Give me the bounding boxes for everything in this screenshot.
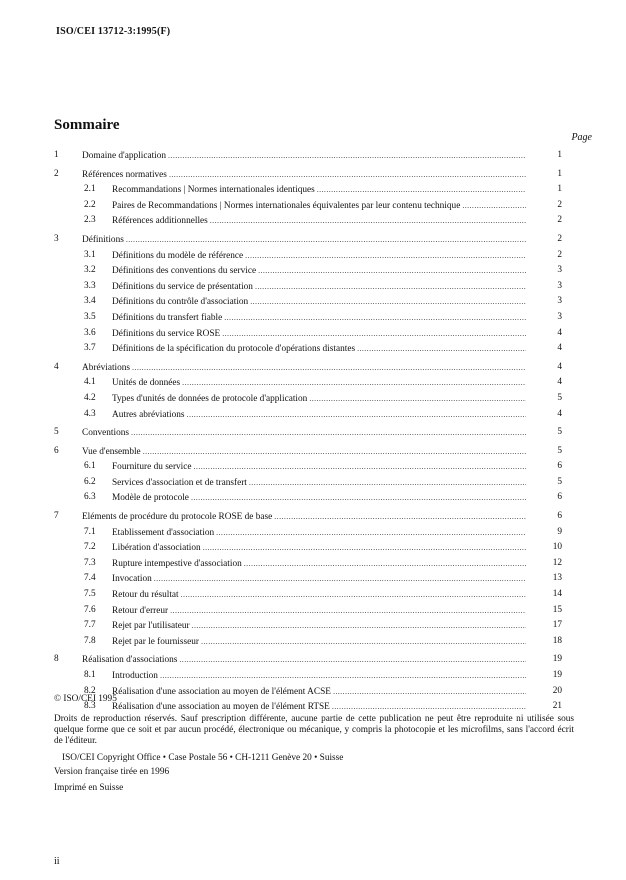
toc-entry-page: 14	[552, 589, 562, 600]
toc-entry-title-line	[82, 652, 526, 669]
dot-leader	[191, 490, 526, 507]
toc-entry-title-line	[112, 375, 526, 392]
toc-entry-number: 6.3	[84, 492, 96, 503]
toc-entry-number: 3.4	[84, 296, 96, 307]
footer	[54, 694, 574, 793]
toc-entry-title-line	[112, 279, 526, 296]
toc-entry-title: Réalisation d'une association au moyen de l'élément ACSE	[112, 686, 331, 697]
dot-leader	[249, 475, 526, 492]
toc-entry-title: Autres abréviations	[112, 409, 185, 420]
toc-entry-page: 20	[552, 685, 562, 696]
toc-entry	[0, 618, 626, 634]
toc-entry-number: 2.2	[84, 199, 96, 210]
toc-entry-title-line	[112, 182, 526, 199]
toc-entry-title-line	[112, 198, 526, 215]
toc-entry	[0, 459, 626, 475]
toc-entry-title: Eléments de procédure du protocole ROSE de base	[82, 512, 273, 523]
dot-leader	[309, 391, 526, 408]
toc-entry-number: 3	[54, 233, 59, 244]
toc-entry-page: 1	[557, 168, 562, 179]
toc-entry-title-line	[112, 603, 526, 620]
toc-entry-page: 17	[552, 620, 562, 631]
dot-leader	[216, 525, 526, 542]
toc-entry	[0, 279, 626, 295]
toc-entry-number: 3.7	[84, 343, 96, 354]
dot-leader	[170, 603, 526, 620]
toc-entry-page: 19	[552, 654, 562, 665]
toc-entry-number: 4.1	[84, 377, 96, 388]
toc-entry-number: 7.5	[84, 589, 96, 600]
toc-entry-title-line	[112, 668, 526, 685]
toc-entry-number: 2.1	[84, 184, 96, 195]
toc-entry-title: Réalisation d'associations	[82, 655, 178, 666]
toc-entry	[0, 310, 626, 326]
dot-leader	[357, 341, 526, 358]
toc-entry-page: 2	[557, 215, 562, 226]
toc-entry-number: 7.8	[84, 635, 96, 646]
toc-entry-title: Réalisation d'une association au moyen de l'élément RTSE	[112, 702, 330, 713]
toc-entry-title: Rupture intempestive d'association	[112, 558, 242, 569]
dot-leader	[168, 148, 526, 165]
toc-entry-title: Définitions	[82, 234, 124, 245]
toc-entry-title-line	[112, 310, 526, 327]
toc-entry-page: 21	[552, 701, 562, 712]
dot-leader	[181, 587, 526, 604]
toc-entry-title: Rejet par l'utilisateur	[112, 621, 190, 632]
toc-entry-title: Références normatives	[82, 169, 167, 180]
toc-entry-title-line	[112, 213, 526, 230]
toc-entry	[0, 571, 626, 587]
toc-entry-title: Définitions du contrôle d'association	[112, 297, 249, 308]
page-title: Sommaire	[54, 117, 120, 133]
toc-entry-number: 1	[54, 150, 59, 160]
toc-entry-number: 5	[54, 427, 59, 438]
page-folio: ii	[54, 856, 60, 867]
toc-entry-title: Domaine d'application	[82, 151, 167, 161]
dot-leader	[224, 310, 526, 327]
table-of-contents	[0, 148, 626, 715]
toc-entry	[0, 668, 626, 684]
toc-entry-page: 5	[557, 392, 562, 403]
toc-entry-page: 18	[552, 635, 562, 646]
toc-entry-number: 7.7	[84, 620, 96, 631]
toc-entry-title-line	[112, 263, 526, 280]
toc-entry-title-line	[82, 360, 526, 377]
toc-entry	[0, 525, 626, 541]
toc-entry-title: Abréviations	[82, 362, 131, 373]
toc-entry-page: 3	[557, 296, 562, 307]
toc-entry-title: Définitions du modèle de référence	[112, 250, 244, 261]
copyright-office-address: ISO/CEI Copyright Office • Case Postale 56 • CH-1211 Genève 20 • Suisse	[62, 753, 344, 763]
toc-entry-page: 4	[557, 343, 562, 354]
toc-entry-number: 3.6	[84, 327, 96, 338]
toc-entry	[0, 248, 626, 264]
toc-entry-title-line	[112, 391, 526, 408]
toc-entry-page: 5	[557, 445, 562, 456]
toc-entry	[0, 490, 626, 506]
dot-leader	[143, 444, 526, 461]
toc-entry-number: 4	[54, 361, 59, 372]
toc-entry	[0, 540, 626, 556]
toc-entry-title-line	[112, 540, 526, 557]
toc-entry-page: 5	[557, 476, 562, 487]
dot-leader	[255, 279, 526, 296]
toc-entry-number: 8.2	[84, 685, 96, 696]
toc-entry-number: 6	[54, 445, 59, 456]
toc-entry	[0, 375, 626, 391]
toc-entry-number: 7.6	[84, 604, 96, 615]
dot-leader	[194, 459, 526, 476]
dot-leader	[169, 167, 526, 184]
toc-entry	[0, 148, 626, 164]
dot-leader	[192, 618, 526, 635]
toc-entry-title: Services d'association et de transfert	[112, 477, 247, 488]
toc-entry	[0, 475, 626, 491]
toc-entry	[0, 509, 626, 525]
dot-leader	[462, 198, 526, 215]
toc-entry-page: 19	[552, 670, 562, 680]
toc-entry	[0, 213, 626, 229]
dot-leader	[222, 326, 526, 343]
dot-leader	[154, 571, 526, 588]
dot-leader	[126, 232, 526, 249]
rights-statement: Droits de reproduction réservés. Sauf prescription différente, aucune partie de cette publication ne peut être reproduite ni utilisée sous quelque forme que ce soit et par aucun procédé, électronique ou mécanique, y compris la photocopie et les microfilms, sans l'accord écrit de l'éditeur.	[54, 714, 574, 746]
toc-entry-page: 3	[557, 265, 562, 276]
toc-entry-page: 2	[557, 249, 562, 260]
toc-entry-title-line	[112, 326, 526, 343]
dot-leader	[244, 556, 526, 573]
toc-entry-number: 2.3	[84, 215, 96, 226]
toc-entry-number: 3.1	[84, 249, 96, 260]
toc-entry-page: 13	[552, 573, 562, 584]
dot-leader	[274, 509, 526, 526]
toc-entry	[0, 603, 626, 619]
toc-entry-page: 1	[557, 150, 562, 160]
toc-entry-page: 1	[557, 184, 562, 195]
toc-entry-title: Unités de données	[112, 378, 181, 389]
toc-entry-number: 6.1	[84, 461, 96, 472]
toc-entry-number: 4.3	[84, 408, 96, 419]
toc-entry	[0, 444, 626, 460]
toc-entry-title: Références additionnelles	[112, 216, 208, 227]
toc-entry-title: Définitions du transfert fiable	[112, 312, 223, 323]
toc-entry-page: 4	[557, 408, 562, 419]
toc-entry-number: 2	[54, 168, 59, 179]
toc-entry	[0, 587, 626, 603]
toc-entry-title: Introduction	[112, 671, 158, 681]
copyright-notice: © ISO/CEI 1995	[54, 694, 117, 704]
toc-entry-title-line	[82, 167, 526, 184]
toc-entry-title-line	[82, 232, 526, 249]
toc-entry-number: 3.2	[84, 265, 96, 276]
toc-entry-number: 7.3	[84, 557, 96, 568]
toc-entry	[0, 360, 626, 376]
toc-entry-title-line	[112, 618, 526, 635]
toc-entry-title-line	[82, 509, 526, 526]
printed-in-note: Imprimé en Suisse	[54, 783, 124, 793]
toc-entry-number: 6.2	[84, 476, 96, 487]
toc-entry-title-line	[82, 425, 526, 442]
toc-entry	[0, 407, 626, 423]
toc-entry	[0, 425, 626, 441]
toc-entry-title-line	[112, 587, 526, 604]
toc-entry-page: 10	[552, 542, 562, 553]
toc-entry-number: 4.2	[84, 392, 96, 403]
toc-entry	[0, 263, 626, 279]
toc-entry-title: Définitions de la spécification du protocole d'opérations distantes	[112, 344, 356, 355]
dot-leader	[250, 294, 526, 311]
toc-entry-title: Etablissement d'association	[112, 527, 215, 538]
toc-entry-title-line	[112, 459, 526, 476]
toc-entry-page: 2	[557, 199, 562, 210]
toc-entry-title: Conventions	[82, 428, 130, 439]
page-column-heading: Page	[571, 132, 592, 143]
toc-entry-title-line	[112, 490, 526, 507]
toc-entry-number: 3.3	[84, 280, 96, 291]
dot-leader	[182, 375, 526, 392]
toc-entry-title-line	[112, 634, 526, 651]
toc-entry-title-line	[112, 248, 526, 265]
dot-leader	[187, 407, 526, 424]
toc-entry-page: 2	[557, 233, 562, 244]
toc-entry-number: 8.1	[84, 670, 96, 680]
toc-entry-page: 5	[557, 427, 562, 438]
toc-entry-title-line	[112, 341, 526, 358]
toc-entry-number: 3.5	[84, 311, 96, 322]
toc-entry-page: 4	[557, 327, 562, 338]
toc-entry	[0, 198, 626, 214]
toc-entry	[0, 341, 626, 357]
document-id: ISO/CEI 13712-3:1995(F)	[56, 26, 171, 37]
dot-leader	[131, 425, 526, 442]
toc-entry	[0, 232, 626, 248]
toc-entry-page: 4	[557, 361, 562, 372]
toc-entry-title-line	[82, 444, 526, 461]
toc-entry-page: 15	[552, 604, 562, 615]
toc-entry-page: 3	[557, 311, 562, 322]
toc-entry-number: 7.4	[84, 573, 96, 584]
toc-entry-title: Définitions des conventions du service	[112, 266, 257, 277]
toc-entry-title: Rejet par le fournisseur	[112, 636, 199, 647]
toc-entry	[0, 556, 626, 572]
toc-entry-title-line	[82, 148, 526, 165]
toc-entry-page: 6	[557, 492, 562, 503]
toc-entry-title: Types d'unités de données de protocole d'application	[112, 393, 308, 404]
toc-entry-title-line	[112, 571, 526, 588]
toc-entry-title: Définitions du service de présentation	[112, 281, 253, 292]
toc-entry	[0, 182, 626, 198]
toc-entry-number: 7.1	[84, 526, 96, 537]
toc-entry	[0, 294, 626, 310]
toc-entry-title: Définitions du service ROSE	[112, 328, 221, 339]
toc-entry-title-line	[112, 407, 526, 424]
toc-entry-number: 7	[54, 511, 59, 522]
toc-entry-number: 7.2	[84, 542, 96, 553]
toc-entry-title: Invocation	[112, 574, 152, 585]
dot-leader	[258, 263, 526, 280]
dot-leader	[245, 248, 526, 265]
toc-entry-title: Retour du résultat	[112, 590, 179, 601]
dot-leader	[160, 668, 526, 685]
toc-entry-title-line	[112, 475, 526, 492]
toc-entry-title: Fourniture du service	[112, 462, 192, 473]
toc-entry	[0, 167, 626, 183]
toc-entry-title: Paires de Recommandations | Normes internationales équivalentes par leur contenu technique	[112, 200, 461, 211]
toc-entry-number: 8	[54, 654, 59, 665]
dot-leader	[203, 540, 526, 557]
toc-entry	[0, 652, 626, 668]
toc-entry-page: 9	[557, 526, 562, 537]
dot-leader	[132, 360, 526, 377]
toc-entry-page: 3	[557, 280, 562, 291]
toc-entry-title: Recommandations | Normes internationales identiques	[112, 185, 315, 196]
toc-entry	[0, 326, 626, 342]
dot-leader	[179, 652, 526, 669]
toc-entry-title: Modèle de protocole	[112, 493, 189, 504]
version-note: Version française tirée en 1996	[54, 767, 170, 777]
toc-entry	[0, 634, 626, 650]
toc-entry-title: Vue d'ensemble	[82, 446, 141, 457]
dot-leader	[201, 634, 526, 651]
dot-leader	[317, 182, 526, 199]
dot-leader	[210, 213, 526, 230]
toc-entry-title-line	[112, 294, 526, 311]
toc-entry-page: 12	[552, 557, 562, 568]
toc-entry-page: 6	[557, 461, 562, 472]
toc-entry-title-line	[112, 525, 526, 542]
toc-entry-page: 4	[557, 377, 562, 388]
toc-entry-page: 6	[557, 511, 562, 522]
toc-entry-title: Retour d'erreur	[112, 605, 169, 616]
toc-entry	[0, 391, 626, 407]
toc-entry-title: Libération d'association	[112, 543, 201, 554]
toc-entry-title-line	[112, 556, 526, 573]
toc-entry-number: 8.3	[84, 701, 96, 712]
